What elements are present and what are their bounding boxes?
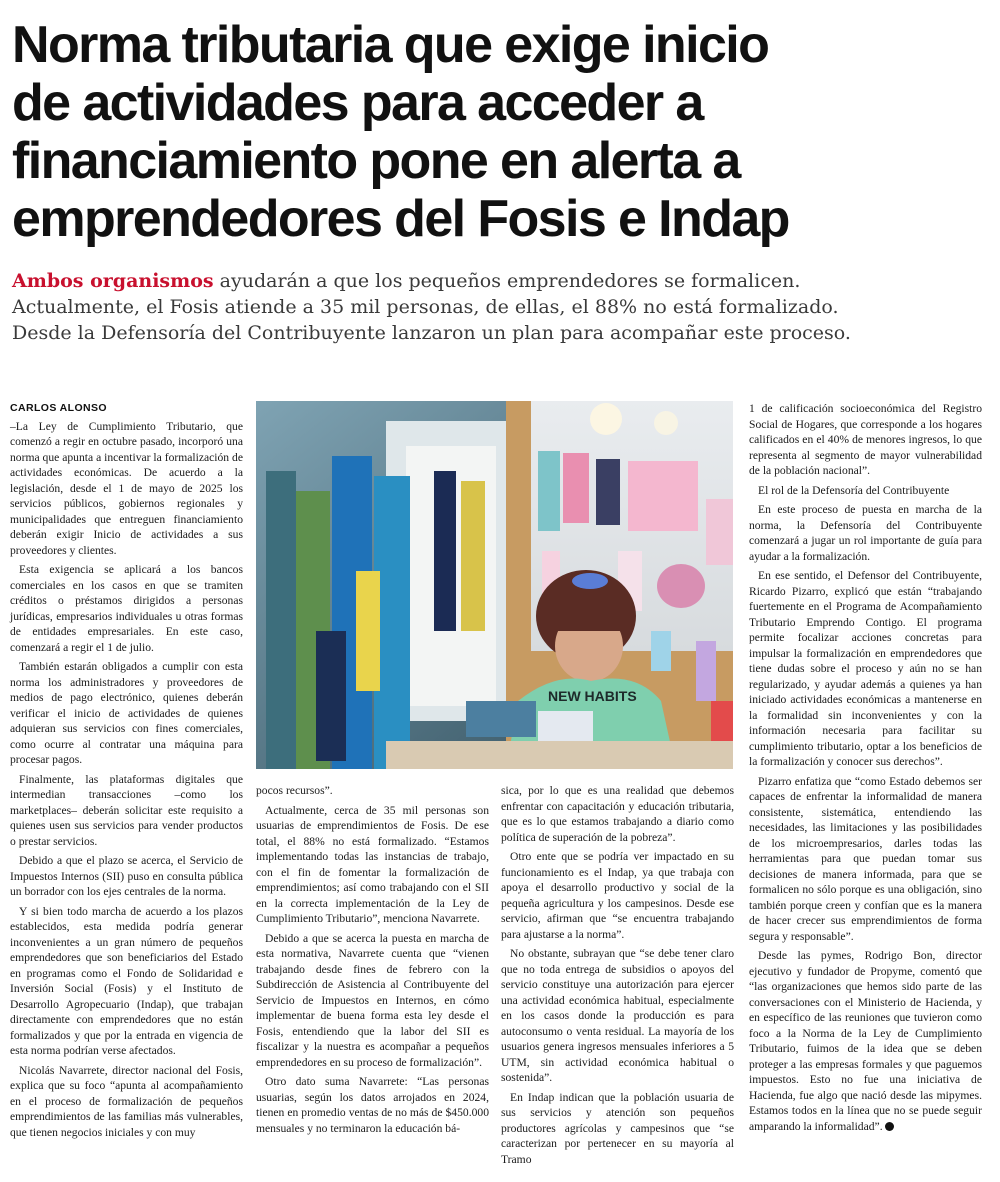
paragraph: También estarán obligados a cumplir con esta norma los administradores y proveedores de medios de pago electrónico, quienes deberán verificar el inicio de actividades de quienes adquieran sus servicios con fines comerciales, como ocurre al contratar una máquina para procesar pagos.	[10, 660, 243, 766]
article-column-2	[256, 783, 489, 1140]
lead-paragraph	[12, 268, 972, 346]
section-subhead: El rol de la Defensoría del Contribuyente	[758, 483, 950, 497]
headline-line-4: emprendedores del Fosis e Indap	[12, 190, 789, 248]
paragraph: Actualmente, cerca de 35 mil personas son usuarias de emprendimientos de Fosis. De ese total, el 88% no está formalizado. “Estamos implementando todas las instancias de trabajo, con el fin de fomentar la formalización de emprendimientos; así como trabajando con el SII en la correcta implementación de la Ley de Cumplimiento Tributario”, menciona Navarrete.	[256, 803, 489, 925]
paragraph: Debido a que el plazo se acerca, el Servicio de Impuestos Internos (SII) puso en consulta pública un borrador con los ejes centrales de la norma.	[10, 854, 243, 898]
paragraph: No obstante, subrayan que “se debe tener claro que no toda entrega de subsidios o apoyos del servicio constituye una autorización para ejercer una actividad económica habitual, especialmente en los casos donde la producción es para autoconsumo o venta residual. La mayoría de los usuarios genera ingresos mensuales inferiores a 5 UTM, sin actividad económica habitual o sostenida”.	[501, 947, 734, 1084]
paragraph: Esta exigencia se aplicará a los bancos comerciales en los casos en que se tramiten créditos o préstamos dirigidos a personas jurídicas, empresarios individuales u otras formas de entidades empresariales. En este caso, comenzará a regir el 1 de julio.	[10, 563, 243, 654]
paragraph: Debido a que se acerca la puesta en marcha de esta normativa, Navarrete cuenta que “vienen trabajando desde fines de febrero con la Subdirección de Asistencia al Contribuyente del Servicio de Impuestos en Internos, en cómo implementar de buena forma esta ley desde el Fosis, entendiendo que la labor del SII es fiscalizar y la nuestra es acompañar a pequeños emprendedores en su proceso de formalización”.	[256, 931, 489, 1069]
lead-line-1-text: ayudarán a que los pequeños emprendedores se formalicen.	[213, 270, 801, 292]
paragraph: Pizarro enfatiza que “como Estado debemos ser capaces de enfrentar la informalidad de manera consistente, sistemática, entendiendo las necesidades, las limitaciones y las posibilidades de los microempresarios, darles todas las herramientas para que puedan tomar sus decisiones de manera informada, para que se formalicen no sólo porque es una obligación, sino también porque creen y confían que es la manera de hacer crecer sus emprendimientos de forma segura y responsable”.	[749, 774, 982, 943]
paragraph: pocos recursos”.	[256, 784, 333, 797]
paragraph: En Indap indican que la población usuaria de sus servicios y atención son pequeños productores agrícolas y campesinos que “se caracterizan por pertenecer en su mayoría al Tramo	[501, 1090, 734, 1166]
end-of-article-icon	[885, 1122, 894, 1131]
lead-line-1	[12, 268, 972, 294]
lead-line-2: Actualmente, el Fosis atiende a 35 mil personas, de ellas, el 88% no está formalizado.	[12, 296, 839, 318]
paragraph: –La Ley de Cumplimiento Tributario, que comenzó a regir en octubre pasado, incorporó una norma que apunta a incentivar la formalización de actividades económicas. De acuerdo a la legislación, desde el 1 de mayo de 2025 los servicios públicos, gobiernos regionales y municipalidades que entreguen financiamiento deberán exigir Inicio de actividades a sus proveedores y clientes.	[10, 419, 243, 557]
article-column-1	[10, 401, 243, 1144]
headline-line-3: financiamiento pone en alerta a	[12, 132, 740, 190]
paragraph: En este proceso de puesta en marcha de la norma, la Defensoría del Contribuyente comenzará a jugar un rol importante de guía para ayudar a la formalización.	[749, 503, 982, 563]
paragraph: sica, por lo que es una realidad que debemos enfrentar con capacitación y educación tributaria, que es lo que estamos trabajando a diario como política de superación de la pobreza”.	[501, 784, 734, 844]
headline	[12, 16, 912, 248]
byline: CARLOS ALONSO	[10, 402, 107, 414]
headline-line-1: Norma tributaria que exige inicio	[12, 16, 769, 74]
paragraph: Otro dato suma Navarrete: “Las personas usuarias, según los datos arrojados en 2024, tienen en promedio ventas de no más de $450.000 mensuales y no terminaron la educación bá-	[256, 1075, 489, 1135]
paragraph: Otro ente que se podría ver impactado en su funcionamiento es el Indap, ya que trabaja con apoya el desarrollo productivo y social de la pequeña agricultura y los campesinos. Desde ese servicio, afirman que “se encuentra trabajando para ajustarse a la norma”.	[501, 850, 734, 941]
shirt-print: NEW HABITS	[548, 688, 637, 704]
headline-line-2: de actividades para acceder a	[12, 74, 703, 132]
paragraph	[749, 948, 982, 1134]
paragraph: En ese sentido, el Defensor del Contribuyente, Ricardo Pizarro, explicó que están “trabajando fuertemente en el Programa de Acompañamiento Tributario Emprendo Contigo. El programa permite focalizar acciones concretas para impulsar la formalización en emprendedores que tiene dudas sobre el proceso y aún no se han regularizado, y ayudar además a quienes ya han iniciado actividades económicas a mantenerse en la formalidad sin inconvenientes y con la información necesaria para facilitar su cumplimiento tributario, optar a los beneficios de la formalización y conocer sus derechos”.	[749, 569, 982, 768]
photo-illustration	[256, 401, 733, 769]
article-column-3	[501, 783, 734, 1171]
paragraph: Finalmente, las plataformas digitales que intermedian transacciones –como los marketplaces– deberán solicitar este requisito a quienes usen sus servicios para vender productos o prestar servicios.	[10, 772, 243, 848]
paragraph: Y si bien todo marcha de acuerdo a los plazos establecidos, esta medida podría generar inconvenientes a un gran número de pequeños emprendedores que son beneficiarios del Estado en programas como el Fondo de Solidaridad e Inversión Social (Fosis) y el Instituto de Desarrollo Agropecuario (Indap), que trabajan directamente con emprendedores que no están formalizados y que por la entrada en vigencia de esta norma podrían verse afectados.	[10, 904, 243, 1057]
article-column-4	[749, 401, 982, 1138]
closing-paragraph-text: Desde las pymes, Rodrigo Bon, director ejecutivo y fundador de Propyme, comentó que “las organizaciones que hemos sido parte de las conversaciones con el Ministerio de Hacienda, y en específico de las reuniones que tuvieron como foco a la Norma de la Ley de Cumplimiento Tributario, fuimos de la idea que se deben proteger a las empresas formales y que paguemos impuestos. Esto no fue una iniciativa de Hacienda, fue algo que nació desde las mipymes. Estamos todos en la línea que no se puede seguir amparando la informalidad”.	[749, 949, 982, 1133]
lead-highlight: Ambos organismos	[12, 270, 214, 292]
paragraph: 1 de calificación socioeconómica del Registro Social de Hogares, que corresponde a los hogares calificados en el 40% de menores ingresos, lo que representa al segmento de mayor vulnerabilidad de la población nacional”.	[749, 402, 982, 477]
lead-line-3: Desde la Defensoría del Contribuyente lanzaron un plan para acompañar este proceso.	[12, 322, 851, 344]
article-photo	[256, 401, 733, 769]
paragraph: Nicolás Navarrete, director nacional del Fosis, explica que su foco “apunta al acompañamiento en el proceso de formalización de pequeños emprendimientos de las familias más vulnerables, que tienen negocios iniciales y con muy	[10, 1063, 243, 1139]
